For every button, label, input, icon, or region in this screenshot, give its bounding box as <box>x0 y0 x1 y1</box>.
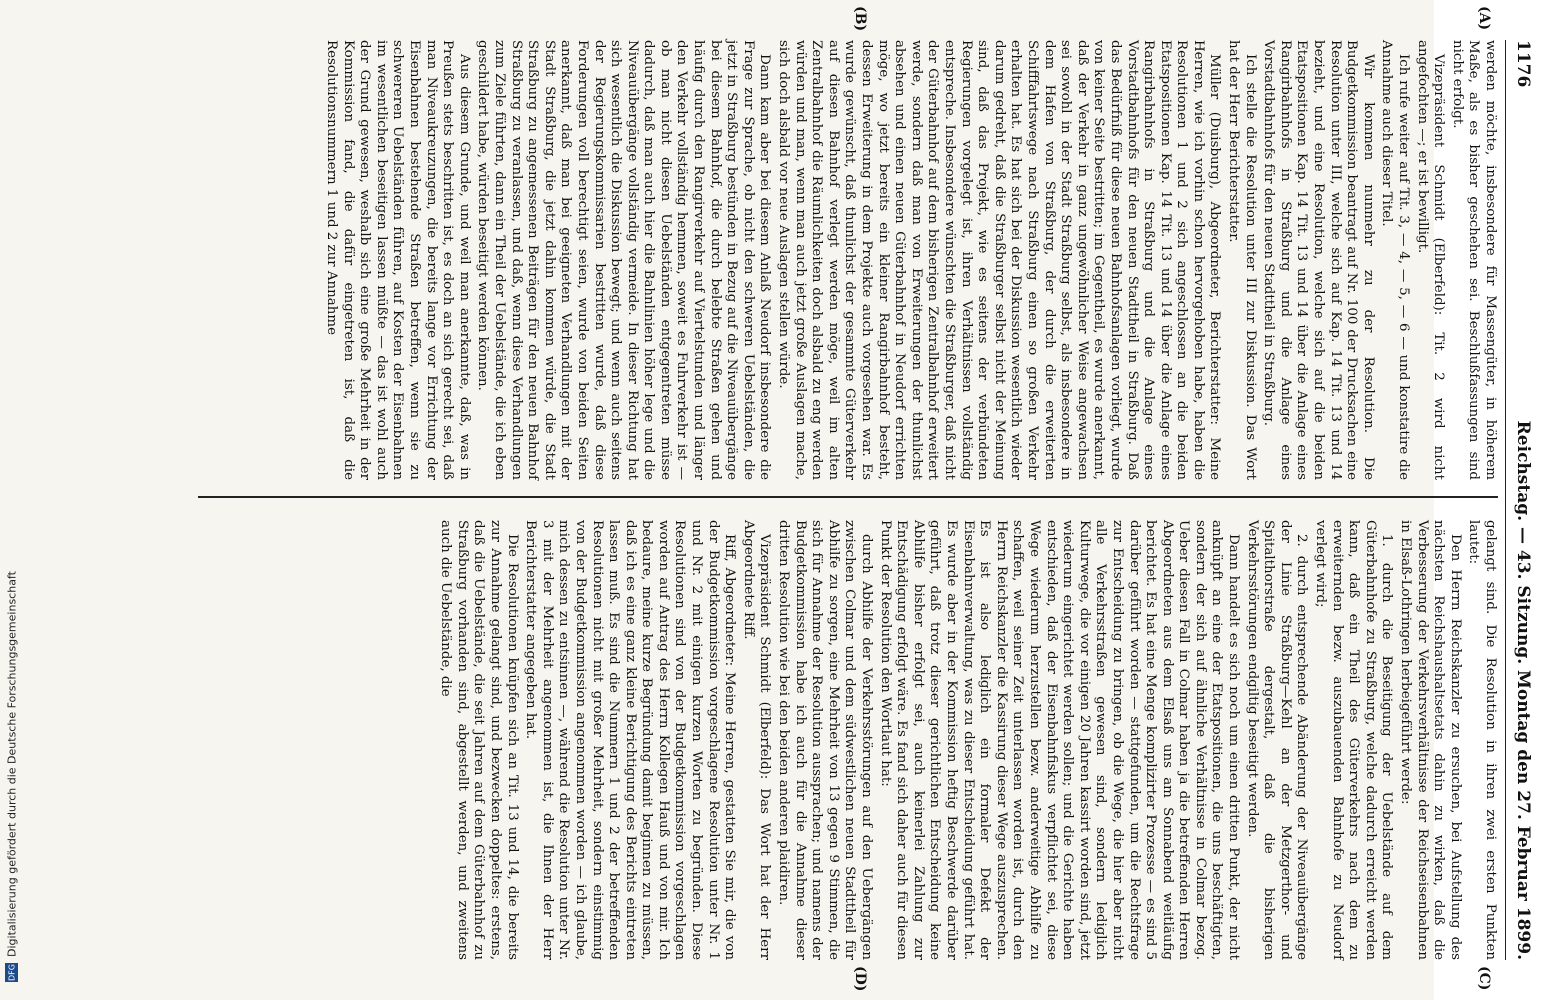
paragraph: Vizepräsident Schmidt (Elberfeld): Tit. 2 wird nicht angefochten —; er ist bewilligt. <box>1414 40 1447 480</box>
credit-text: Digitalisierung gefördert durch die Deutsche Forschungsgemeinschaft <box>5 571 19 958</box>
margin-marker-a: (A) <box>1476 6 1492 31</box>
paragraph: Die Resolutionen knüpfen sich an Tit. 13 und 14, die bereits zur Annahme gelangt sind, und bezwecken doppeltes: erstens, daß die Uebelstände, die seit Jahren auf dem Güterbahnhof zu Straßburg vorhanden sind, abgestellt werden, und zweitens auch die Uebelstände, die <box>438 520 520 960</box>
margin-marker-b: (B) <box>852 6 868 32</box>
page-number: 1176 <box>1513 40 1533 88</box>
list-item: 2. durch entsprechende Abänderung der Niveauübergänge der Linie Straßburg—Kehl an der Metzgerthor- und Spitalthorstraße dergestalt, daß die bisherigen Verkehrsstörungen endgiltig beseitigt werden. <box>1244 520 1310 960</box>
paragraph: Riff, Abgeordneter: Meine Herren, gestatten Sie mir, die von der Budgetkommission vorgeschlagene Resolution unter Nr. 1 und Nr. 2 mit einigen kurzen Worten zu begründen. Diese Resolutionen sind von der Budgetkommission vorgeschlagen worden auf Antrag des Herrn Kollegen Hauß und von mir. Ich bedaure, meine kurze Begründung damit beginnen zu müssen, daß ich es eine ganz kleine Berichtigung des Berichts eintreten lassen muß. Es sind die Nummern 1 und 2 der betreffenden Resolutionen nicht mit großer Mehrheit, sondern einstimmig von der Budgetkommission angenommen worden — ich glaube, mich dessen zu entsinnen —, während die Resolution unter Nr. 3 mit der Mehrheit angenommen ist, die Ihnen der Herr Berichterstatter angegeben hat. <box>523 520 738 960</box>
paragraph: Müller (Duisburg), Abgeordneter, Berichterstatter: Meine Herren, wie ich vorhin schon hervorgehoben habe, haben die Resolutionen 1 und 2 sich angeschlossen an die beiden Etatspositionen Kap. 14 Tit. 13 und 14 über die Anlage eines Rangirbahnhofs in Straßburg und die Anlage eines Vorstadtbahnhofs für den neuen Stadttheil in Straßburg. Daß das Bedürfniß für diese neuen Bahnhofsanlagen vorliegt, wurde von keiner Seite bestritten; im Gegentheil, es wurde anerkannt, daß der Verkehr in ganz ungewöhnlicher Weise angewachsen sei sowohl in der Stadt Straßburg selbst, als insbesondere in dem Hafen von Straßburg, der durch die erweiterten Schifffahrtswege nach Straßburg einen so großen Verkehr erhalten hat. Es hat sich bei der Diskussion wesentlich wieder darum gedreht, daß die Straßburger selbst nicht der Meinung sind, daß das Projekt, wie es seitens der verbündeten Regierungen vorgelegt ist, ihren Verhältnissen vollständig entspreche. Insbesondere wünschten die Straßburger, daß nicht der Güterbahnhof auf dem bisherigen Zentralbahnhof erweitert werde, sondern daß man von Erweiterungen der thunlichst absehen und einen neuen Güterbahnhof in Neudorf errichten möge, wo jetzt bereits ein kleiner Rangirbahnhof besteht, dessen Erweiterung in dem Projekte auch vorgesehen war. Es wurde gewünscht, daß thunlichst der gesammte Güterverkehr auf diesen Bahnhof verlegt werden möge, weil im alten Zentralbahnhof die Räumlichkeiten doch alsbald zu eng werden würden und man, wenn man auch jetzt große Auslagen mache, sich doch alsbald vor neue Auslagen stellen würde. <box>776 40 1223 480</box>
page-header <box>1505 40 1540 960</box>
margin-marker-d: (D) <box>852 966 868 992</box>
paragraph: Dann handelt es sich noch um einen dritten Punkt, der nicht anknüpft an eine der Etatspositionen, die uns beschäftigten, sondern der sich auf ähnliche Verhältnisse in Colmar bezog. Ueber diesen Fall in Colmar haben ja die betreffenden Herren Abgeordneten aus dem Elsaß uns am Sonnabend weitläufig berichtet. Es hat eine Menge komplizirter Prozesse — es sind 5 darüber geführt worden — stattgefunden, um die Rechtsfrage zur Entscheidung zu bringen, ob die Wege, die hier aber nicht alle Verkehrsstraßen gewesen sind, sondern lediglich Kulturwege, die vor einigen 20 Jahren kassirt worden sind, jetzt wiederum eingerichtet werden sollen; und die Gerichte haben entschieden, daß der Eisenbahnfiskus verpflichtet sei, diese Wege wiederum herzustellen bezw. anderweitige Abhilfe zu schaffen, weil seiner Zeit unterlassen worden ist, durch den Herrn Reichskanzler die Kassirung dieser Wege auszusprechen. Es ist also lediglich ein formaler Defekt der Eisenbahnverwaltung, was zu dieser Entscheidung geführt hat. Es wurde aber in der Kommission heftig Beschwerde darüber geführt, daß trotz dieser gerichtlichen Entscheidung keine Abhilfe bisher erfolgt sei, auch keinerlei Zahlung zur Entschädigung erfolgt wäre. Es fand sich daher auch für diesen Punkt der Resolution den Wortlaut hat: <box>877 520 1242 960</box>
paragraph: Wir kommen nunmehr zu der Resolution. Die Budgetkommission beantragt auf Nr. 100 der Drucksachen eine Resolution unter III, welche sich auf Kap. 14 Tit. 13 und 14 bezieht, und eine Resolution, welche sich auf die beiden Etatspositionen Kap. 14 Tit. 13 und 14 über die Anlage eines Rangirbahnhofs in Straßburg und die Anlage eines Vorstadtbahnhofs für den neuen Stadttheil in Straßburg. <box>1261 40 1376 480</box>
page-title: Reichstag. — 43. Sitzung. Montag den 27. Februar 1899. <box>1513 420 1533 960</box>
rotated-document <box>78 0 1548 1000</box>
left-column <box>198 40 1498 480</box>
digitization-credit <box>0 0 24 1000</box>
paragraph: Ich stelle die Resolution unter III zur Diskussion. Das Wort hat der Herr Berichterstatter. <box>1226 40 1258 480</box>
paragraph: durch Abhilfe der Verkehrsstörungen auf den Uebergängen zwischen Colmar und dem südwestlichen neuen Stadttheil für Abhilfe zu sorgen, eine Mehrheit von 13 gegen 9 Stimmen, die sich für Annahme der Resolution aussprachen; und namens der Budgetkommission habe ich auch für die Annahme dieser dritten Resolution wie bei den beiden anderen plaidiren. <box>776 520 875 960</box>
list-item: 1. durch die Beseitigung der Uebelstände auf dem Güterbahnhofe zu Straßburg, welche dadurch erreicht werden kann, daß ein Theil des Güterverkehrs nach dem zu erweiternden bezw. auszubauenden Bahnhofe zu Neudorf verlegt wird; <box>1313 520 1395 960</box>
column-divider <box>198 496 1498 498</box>
paragraph: Den Herrn Reichskanzler zu ersuchen, bei Aufstellung des nächsten Reichshaushaltsetats dahin zu wirken, daß die Verbesserung der Verkehrsverhältnisse der Reichseisenbahnen in Elsaß-Lothringen herbeigeführt werde: <box>1398 520 1463 960</box>
margin-marker-c: (C) <box>1476 966 1492 991</box>
paragraph: Dann kam aber bei diesem Anlaß Neudorf insbesondere die Frage zur Sprache, ob nicht den schweren Uebelständen, die jetzt in Straßburg bestünden in Bezug auf die Niveauübergänge bei diesem Bahnhof, die durch belebte Straßen gehen und häufig durch den Rangirverkehr auf Viertelstunden und länger den Verkehr vollständig hemmen, soweit es Fuhrverkehr ist — ob man nicht diesen Uebelständen entgegentreten müsse dadurch, daß man auch hier die Bahnlinien höher lege und die Niveauübergänge vollständig vermeide. In dieser Richtung hat sich wesentlich die Diskussion bewegt; und wenn auch seitens der Regierungskommissarien bestritten wurde, daß diese Forderungen voll berechtigt seien, wurde von beiden Seiten anerkannt, daß man bei geeigneten Verhandlungen mit der Stadt Straßburg, die jetzt dahin kommen würde, die Stadt Straßburg zu angemessenen Beiträgen für den neuen Bahnhof Straßburg zu veranlassen, und daß, wenn diese Verhandlungen zum Ziele führten, dann ein Theil der Uebelstände, die ich eben geschildert habe, würden beseitigt werden können. <box>475 40 773 480</box>
paragraph: gelangt sind. Die Resolution in ihren zwei ersten Punkten lautet: <box>1466 520 1498 960</box>
paragraph: Aus diesem Grunde, und weil man anerkannte, daß, was in Preußen stets beschritten ist, es doch an sich gerecht sei, daß man Niveaukreuzungen, die bereits lange vor Errichtung der Eisenbahnen bestehende Straßen betreffen, wenn sie zu schwereren Uebelständen führen, auf Kosten der Eisenbahnen im wesentlichen beseitigen lassen müßte — das ist wohl auch der Grund gewesen, weshalb sich eine große Mehrheit in der Kommission fand, die dafür eingetreten ist, daß die Resolutionsnummern 1 und 2 zur Annahme <box>324 40 472 480</box>
dfg-logo: DFG <box>7 964 17 981</box>
paragraph: Ich rufe weiter auf Tit. 3, — 4, — 5, — 6 — und konstatire die Annahme auch dieser Titel. <box>1379 40 1412 480</box>
paragraph: Vizepräsident Schmidt (Elberfeld): Das Wort hat der Herr Abgeordnete Riff. <box>740 520 773 960</box>
paragraph: werden möchte, insbesondere für Massengüter, in höherem Maße, als es bisher geschehen sei. Beschlußfassungen sind nicht erfolgt. <box>1449 40 1498 480</box>
right-column <box>198 520 1498 960</box>
